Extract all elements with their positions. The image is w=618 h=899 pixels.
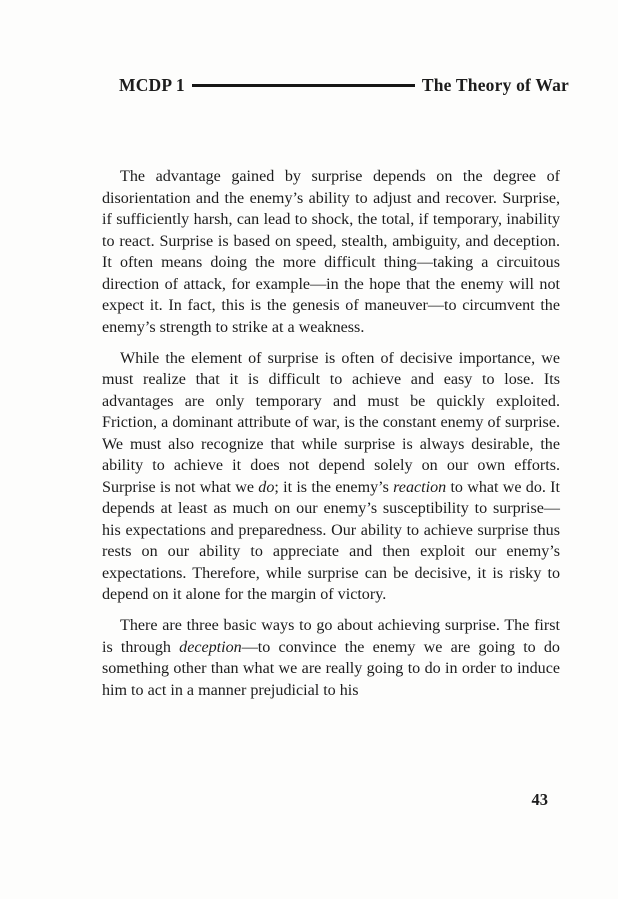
running-head <box>119 73 569 97</box>
chapter-title: The Theory of War <box>421 74 569 95</box>
publication-label: MCDP 1 <box>119 74 185 95</box>
body-text-block <box>102 166 560 701</box>
text-segment: ; it is the enemy’s <box>274 478 394 496</box>
paragraph <box>102 615 560 701</box>
text-segment: There are three basic ways to go about achieving surprise. The first is through <box>102 617 560 656</box>
paragraph <box>102 166 560 338</box>
paragraph <box>102 348 560 606</box>
emphasized-text: do <box>258 478 275 496</box>
text-segment: The advantage gained by surprise depends on the degree of disorientation and the enemy’s ability to adjust and recover. Surprise, if sufficiently harsh, can lead to shock, the total, if temporary, inability to react. Surprise is based on speed, stealth, ambiguity, and deception. It often means doing the more difficult thing—taking a circuitous direction of attack, for example—in the hope that the enemy will not expect it. In fact, this is the genesis of maneuver—to circumvent the enemy’s strength to strike at a weakness. <box>102 168 560 336</box>
emphasized-text: reaction <box>393 478 447 496</box>
text-segment: While the element of surprise is often of decisive importance, we must realize that it is difficult to achieve and easy to lose. Its advantages are only temporary and must be quickly exploited. Friction, a dominant attribute of war, is the constant enemy of surprise. We must also recognize that while surprise is always desirable, the ability to achieve it does not depend solely on our own efforts. Surprise is not what we <box>102 349 560 496</box>
header-rule <box>192 84 415 87</box>
emphasized-text: deception <box>179 638 242 656</box>
text-segment: to what we do. It depends at least as much on our enemy’s susceptibility to surprise—his expectations and preparedness. Our ability to achieve surprise thus rests on our ability to appreciate and then exploit our enemy’s expectations. Therefore, while surprise can be decisive, it is risky to depend on it alone for the margin of victory. <box>102 478 561 603</box>
page-number: 43 <box>531 790 548 809</box>
text-segment: —to convince the enemy we are going to do something other than what we are really going to do in order to induce him to act in a manner prejudicial to his <box>102 638 560 699</box>
